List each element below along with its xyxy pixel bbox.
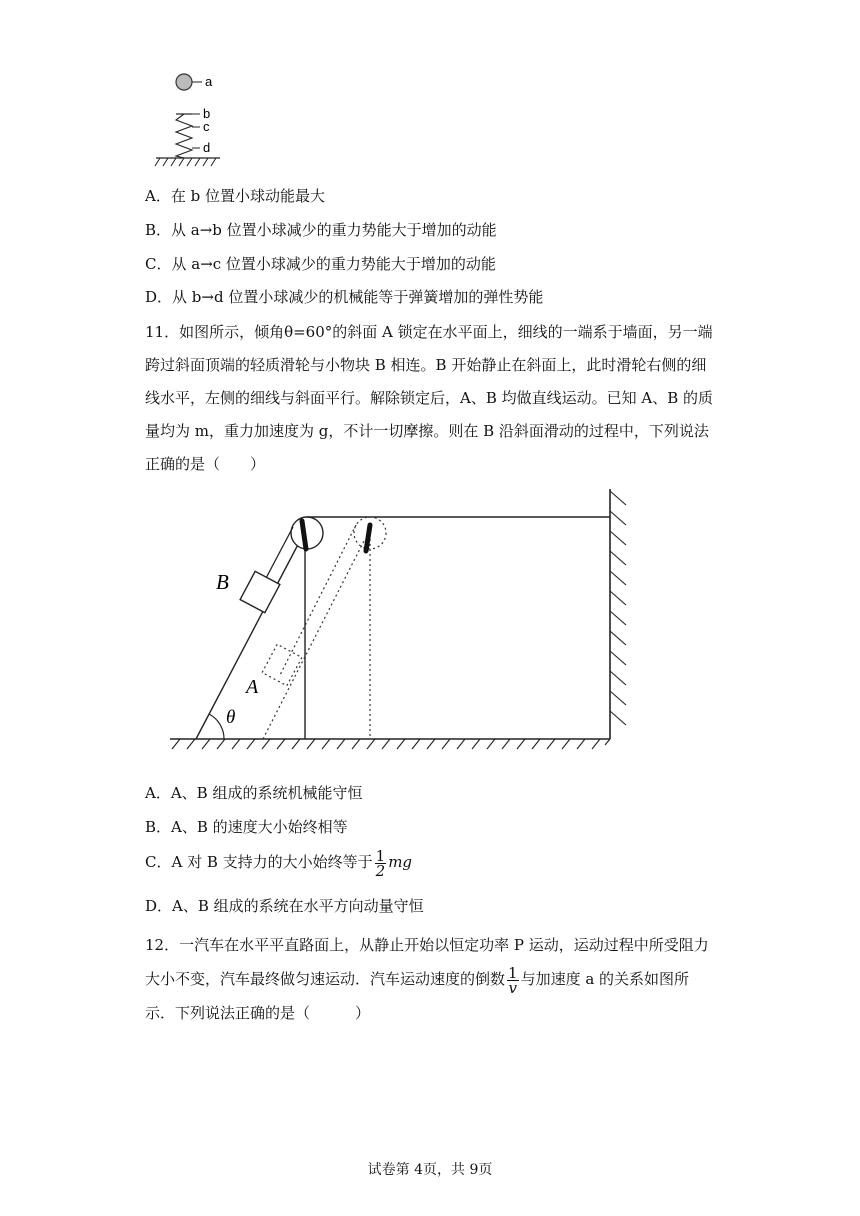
label-d: d	[203, 140, 211, 155]
q10-option-c: C．从 a→c 位置小球减少的重力势能大于增加的动能	[145, 255, 496, 273]
q12-stem	[145, 928, 715, 1030]
fraction-half: $\frac{1}{2}$	[375, 846, 386, 880]
page-footer: 试卷第 4页，共 9页	[367, 1162, 493, 1178]
fraction-inverse-v: $\frac{1}{v}$	[508, 963, 518, 997]
q11-option-c	[145, 848, 412, 878]
label-theta: θ	[226, 707, 236, 728]
q11-option-c-text: C．A 对 B 支持力的大小始终等于	[145, 853, 373, 871]
spring	[176, 114, 192, 158]
q10-option-b: B．从 a→b 位置小球减少的重力势能大于增加的动能	[145, 221, 497, 239]
q10-option-a: A．在 b 位置小球动能最大	[145, 187, 325, 205]
incline-figure	[160, 485, 640, 755]
q11-option-d: D．A、B 组成的系统在水平方向动量守恒	[145, 897, 424, 915]
spring-figure	[150, 68, 240, 173]
q10-option-d: D．从 b→d 位置小球减少的机械能等于弹簧增加的弹性势能	[145, 288, 544, 306]
q12-text-2: 与加速度 a 的关系如图所示．下列说法正确的是（ ）	[145, 970, 690, 1022]
ball	[176, 74, 192, 90]
q11-stem: 11．如图所示，倾角θ=60°的斜面 A 锁定在水平面上，细线的一端系于墙面，另一端跨过斜面顶端的轻质滑轮与小物块 B 相连。B 开始静止在斜面上，此时滑轮右侧的细线水平，左侧的细线与斜面平行。解除锁定后，A、B 均做直线运动。已知 A、B 的质量均为 m，重力加速度为 g，不计一切摩擦。则在 B 沿斜面滑动的过程中，下列说法正确的是（ ）	[145, 323, 714, 473]
label-b: b	[203, 106, 211, 121]
q11-option-a: A．A、B 组成的系统机械能守恒	[145, 784, 363, 802]
label-A: A	[246, 676, 259, 698]
mg: mg	[388, 853, 413, 871]
label-a: a	[205, 74, 213, 89]
label-c: c	[203, 119, 210, 134]
label-B: B	[216, 570, 229, 594]
q12-text-1: 12．一汽车在水平平直路面上，从静止开始以恒定功率 P 运动，运动过程中所受阻力大小不变，汽车最终做匀速运动．汽车运动速度的倒数	[145, 936, 709, 988]
q11-option-b: B．A、B 的速度大小始终相等	[145, 818, 348, 836]
